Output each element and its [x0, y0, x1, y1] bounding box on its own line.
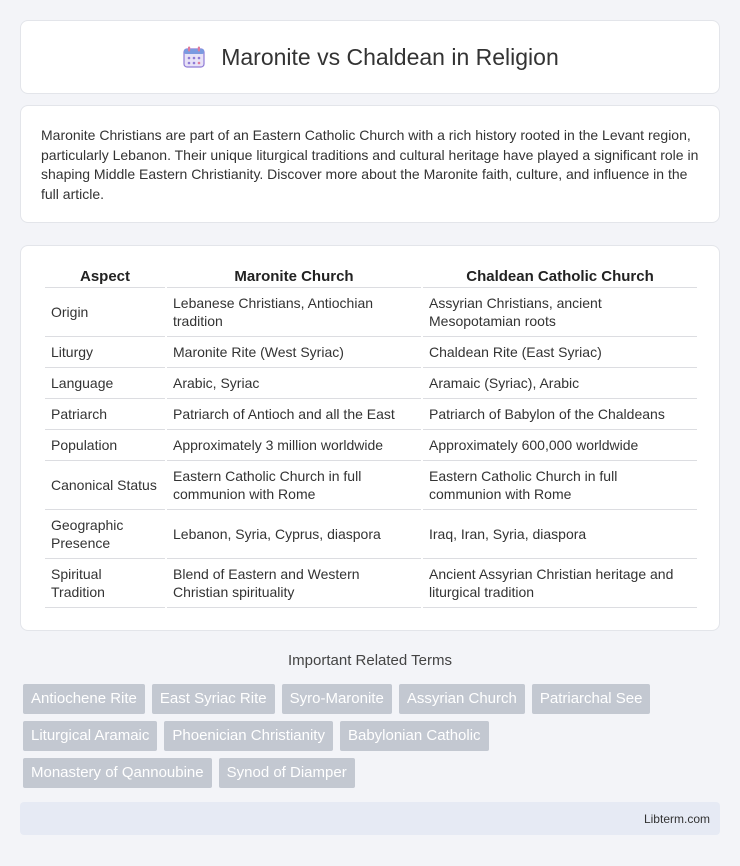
table-row	[45, 430, 697, 461]
footer-site-link[interactable]: Libterm.com	[643, 811, 710, 826]
calendar-icon	[181, 44, 207, 70]
table-row	[45, 559, 697, 608]
tag-phoenician-christianity[interactable]: Phoenician Christianity	[164, 721, 333, 751]
table-row	[45, 510, 697, 559]
table-row	[45, 399, 697, 430]
comparison-card	[20, 245, 720, 631]
row-chaldean: Approximately 600,000 worldwide	[423, 430, 697, 461]
tag-row	[23, 684, 713, 714]
related-terms	[23, 684, 713, 795]
row-chaldean: Chaldean Rite (East Syriac)	[423, 337, 697, 368]
page-title: Maronite vs Chaldean in Religion	[221, 43, 559, 70]
row-aspect: Geographic Presence	[45, 510, 165, 559]
header-aspect: Aspect	[45, 264, 165, 288]
table-row	[45, 288, 697, 337]
row-maronite: Patriarch of Antioch and all the East	[167, 399, 421, 430]
tag-assyrian-church[interactable]: Assyrian Church	[399, 684, 525, 714]
tag-east-syriac-rite[interactable]: East Syriac Rite	[152, 684, 275, 714]
tag-row	[23, 721, 713, 751]
row-maronite: Lebanese Christians, Antiochian tradition	[167, 288, 421, 337]
row-chaldean: Eastern Catholic Church in full communion with Rome	[423, 461, 697, 510]
title-card	[20, 20, 720, 94]
row-maronite: Maronite Rite (West Syriac)	[167, 337, 421, 368]
row-aspect: Language	[45, 368, 165, 399]
row-aspect: Patriarch	[45, 399, 165, 430]
intro-text: Maronite Christians are part of an Eastern Catholic Church with a rich history rooted in the Levant region, particularly Lebanon. Their unique liturgical traditions and cultural heritage have played a significant role in shaping Middle Eastern Christianity. Discover more about the Maronite faith, culture, and influence in the full article.	[41, 127, 699, 202]
row-aspect: Origin	[45, 288, 165, 337]
row-aspect: Canonical Status	[45, 461, 165, 510]
table-row	[45, 368, 697, 399]
tag-monastery-of-qannoubine[interactable]: Monastery of Qannoubine	[23, 758, 212, 788]
tag-liturgical-aramaic[interactable]: Liturgical Aramaic	[23, 721, 157, 751]
table-header-row	[45, 264, 697, 288]
footer	[20, 802, 720, 835]
row-aspect: Liturgy	[45, 337, 165, 368]
header-maronite: Maronite Church	[167, 264, 421, 288]
tag-antiochene-rite[interactable]: Antiochene Rite	[23, 684, 145, 714]
row-aspect: Population	[45, 430, 165, 461]
related-terms-heading: Important Related Terms	[288, 652, 452, 669]
row-chaldean: Iraq, Iran, Syria, diaspora	[423, 510, 697, 559]
tag-patriarchal-see[interactable]: Patriarchal See	[532, 684, 651, 714]
row-maronite: Lebanon, Syria, Cyprus, diaspora	[167, 510, 421, 559]
row-maronite: Approximately 3 million worldwide	[167, 430, 421, 461]
table-row	[45, 337, 697, 368]
header-chaldean: Chaldean Catholic Church	[423, 264, 697, 288]
comparison-table	[43, 264, 699, 608]
tag-row	[23, 758, 713, 788]
tag-babylonian-catholic[interactable]: Babylonian Catholic	[340, 721, 489, 751]
row-maronite: Arabic, Syriac	[167, 368, 421, 399]
row-chaldean: Assyrian Christians, ancient Mesopotamian roots	[423, 288, 697, 337]
row-chaldean: Ancient Assyrian Christian heritage and liturgical tradition	[423, 559, 697, 608]
tag-syro-maronite[interactable]: Syro-Maronite	[282, 684, 392, 714]
intro-card	[20, 105, 720, 223]
row-maronite: Eastern Catholic Church in full communion with Rome	[167, 461, 421, 510]
table-row	[45, 461, 697, 510]
tag-synod-of-diamper[interactable]: Synod of Diamper	[219, 758, 355, 788]
row-aspect: Spiritual Tradition	[45, 559, 165, 608]
row-maronite: Blend of Eastern and Western Christian spirituality	[167, 559, 421, 608]
row-chaldean: Aramaic (Syriac), Arabic	[423, 368, 697, 399]
row-chaldean: Patriarch of Babylon of the Chaldeans	[423, 399, 697, 430]
